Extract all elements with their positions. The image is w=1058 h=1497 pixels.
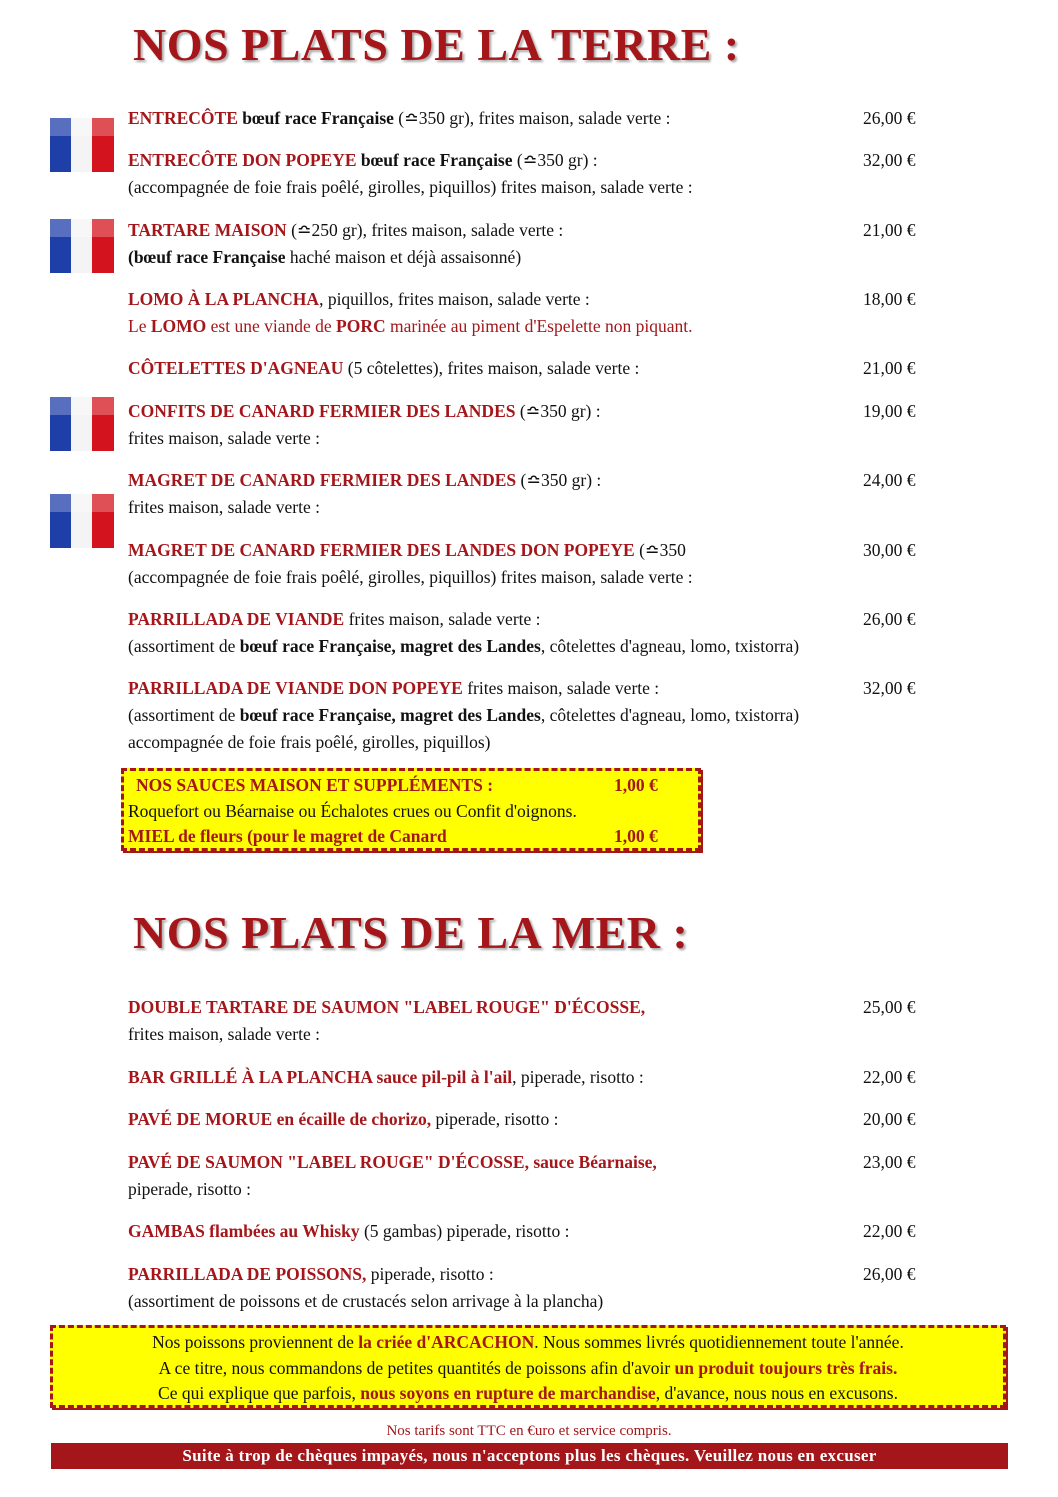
item-note: Le LOMO est une viande de PORC marinée au piment d'Espelette non piquant. — [128, 316, 693, 336]
sauces-price: 1,00 € — [614, 775, 658, 795]
menu-item: BAR GRILLÉ À LA PLANCHA sauce pil-pil à l'ail, piperade, risotto : — [128, 1067, 644, 1087]
item-description: piperade, risotto : — [128, 1179, 251, 1199]
menu-item: CONFITS DE CANARD FERMIER DES LANDES (≏350 gr) : — [128, 401, 601, 421]
item-description: accompagnée de foie frais poêlé, girolles, piquillos) — [128, 732, 491, 752]
french-flag-heart-icon — [50, 118, 114, 172]
item-description: frites maison, salade verte : — [128, 497, 320, 517]
item-description: frites maison, salade verte : — [128, 1024, 320, 1044]
miel-price: 1,00 € — [614, 826, 658, 846]
item-price: 32,00 € — [863, 678, 916, 698]
item-description: (assortiment de bœuf race Française, magret des Landes, côtelettes d'agneau, lomo, txistorra) — [128, 705, 800, 725]
item-price: 18,00 € — [863, 289, 916, 309]
item-description: (accompagnée de foie frais poêlé, girolles, piquillos) frites maison, salade verte : — [128, 177, 693, 197]
section-title-mer: NOS PLATS DE LA MER : — [133, 907, 689, 958]
item-price: 20,00 € — [863, 1109, 916, 1129]
sauces-list: Roquefort ou Béarnaise ou Échalotes crues ou Confit d'oignons. — [128, 801, 577, 821]
menu-item: PAVÉ DE MORUE en écaille de chorizo, piperade, risotto : — [128, 1109, 559, 1129]
item-price: 21,00 € — [863, 358, 916, 378]
menu-item: MAGRET DE CANARD FERMIER DES LANDES (≏350 gr) : — [128, 470, 602, 490]
notice-line: Ce qui explique que parfois, nous soyons en rupture de marchandise, d'avance, nous nous en excusons. — [158, 1383, 898, 1403]
fish-notice-box — [50, 1325, 1006, 1408]
item-price: 26,00 € — [863, 1264, 916, 1284]
item-price: 23,00 € — [863, 1152, 916, 1172]
french-flag-heart-icon — [50, 219, 114, 273]
menu-item: ENTRECÔTE bœuf race Française (≏350 gr), frites maison, salade verte : — [128, 108, 671, 128]
tax-note: Nos tarifs sont TTC en €uro et service compris. — [386, 1423, 672, 1439]
item-price: 30,00 € — [863, 540, 916, 560]
menu-item: ENTRECÔTE DON POPEYE bœuf race Française (≏350 gr) : — [128, 150, 598, 170]
item-description: frites maison, salade verte : — [128, 428, 320, 448]
menu-item: CÔTELETTES D'AGNEAU (5 côtelettes), frites maison, salade verte : — [128, 358, 640, 378]
section-title-terre: NOS PLATS DE LA TERRE : — [133, 19, 740, 70]
item-description: (bœuf race Française haché maison et déjà assaisonné) — [128, 247, 522, 267]
item-price: 26,00 € — [863, 609, 916, 629]
menu-item: GAMBAS flambées au Whisky (5 gambas) piperade, risotto : — [128, 1221, 570, 1241]
menu-item: DOUBLE TARTARE DE SAUMON "LABEL ROUGE" D'ÉCOSSE, — [128, 997, 646, 1017]
menu-item: PAVÉ DE SAUMON "LABEL ROUGE" D'ÉCOSSE, sauce Béarnaise, — [128, 1152, 657, 1172]
item-description: (assortiment de bœuf race Française, magret des Landes, côtelettes d'agneau, lomo, txistorra) — [128, 636, 800, 656]
french-flag-heart-icon — [50, 494, 114, 548]
item-price: 22,00 € — [863, 1221, 916, 1241]
item-price: 21,00 € — [863, 220, 916, 240]
item-price: 32,00 € — [863, 150, 916, 170]
item-price: 24,00 € — [863, 470, 916, 490]
item-description: (assortiment de poissons et de crustacés selon arrivage à la plancha) — [128, 1291, 604, 1311]
miel-supplement: MIEL de fleurs (pour le magret de Canard — [128, 826, 447, 846]
notice-line: Nos poissons proviennent de la criée d'ARCACHON. Nous sommes livrés quotidiennement toute l'année. — [152, 1332, 904, 1352]
french-flag-heart-icon — [50, 397, 114, 451]
menu-item: MAGRET DE CANARD FERMIER DES LANDES DON POPEYE (≏350 — [128, 540, 686, 560]
sauces-box — [121, 768, 701, 851]
item-price: 19,00 € — [863, 401, 916, 421]
notice-line: A ce titre, nous commandons de petites quantités de poissons afin d'avoir un produit toujours très frais. — [158, 1358, 898, 1378]
menu-item: PARRILLADA DE VIANDE DON POPEYE frites maison, salade verte : — [128, 678, 660, 698]
cheques-banner: Suite à trop de chèques impayés, nous n'acceptons plus les chèques. Veuillez nous en excuser — [51, 1443, 1008, 1469]
item-description: (accompagnée de foie frais poêlé, girolles, piquillos) frites maison, salade verte : — [128, 567, 693, 587]
item-price: 25,00 € — [863, 997, 916, 1017]
menu-item: LOMO À LA PLANCHA, piquillos, frites maison, salade verte : — [128, 289, 590, 309]
item-price: 22,00 € — [863, 1067, 916, 1087]
menu-item: PARRILLADA DE POISSONS, piperade, risotto : — [128, 1264, 494, 1284]
menu-item: PARRILLADA DE VIANDE frites maison, salade verte : — [128, 609, 541, 629]
item-price: 26,00 € — [863, 108, 916, 128]
sauces-title: NOS SAUCES MAISON ET SUPPLÉMENTS : — [136, 775, 494, 795]
menu-item: TARTARE MAISON (≏250 gr), frites maison, salade verte : — [128, 220, 564, 240]
